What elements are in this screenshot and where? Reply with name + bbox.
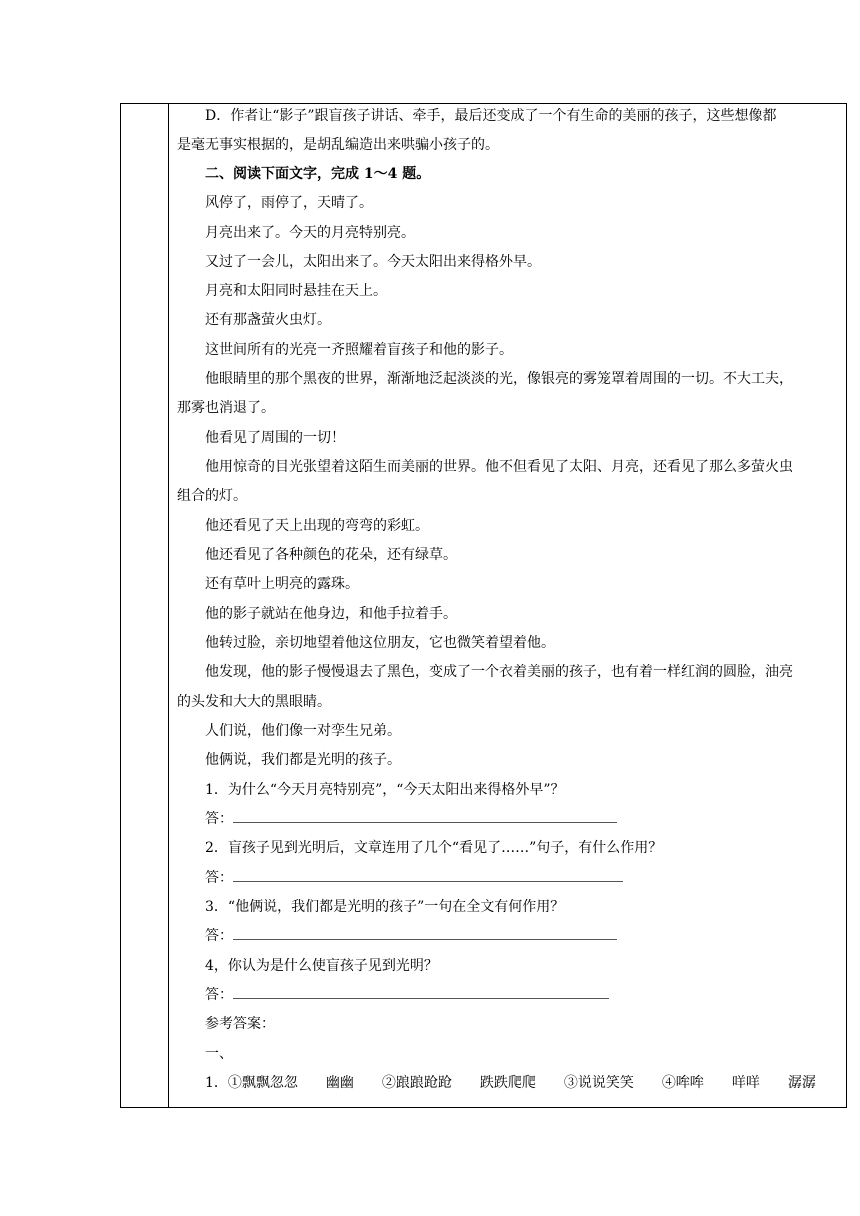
option-d-line-1: D．作者让“影子”跟盲孩子讲话、牵手，最后还变成了一个有生命的美丽的孩子，这些想像都 [205,108,777,124]
passage-paragraph-15-line-2: 的头发和大大的黑眼睛。 [177,694,331,710]
option-d-line-2: 是毫无事实根据的，是胡乱编造出来哄骗小孩子的。 [177,137,499,153]
passage-paragraph-8: 他看见了周围的一切！ [205,430,345,446]
question-3: 3．“他俩说，我们都是光明的孩子”一句在全文有何作用？ [205,899,565,915]
passage-paragraph-3: 又过了一会儿，太阳出来了。今天太阳出来得格外早。 [205,254,541,270]
passage-paragraph-15-line-1: 他发现，他的影子慢慢退去了黑色，变成了一个衣着美丽的孩子，也有着一样红润的圆脸，油亮 [205,664,793,680]
answer-2-label: 答： [205,870,233,886]
answer-4-row [205,985,609,1005]
section-heading: 二、阅读下面文字，完成 1～4 题。 [205,166,431,182]
answer-2-row [205,868,623,888]
answer-3-blank[interactable] [233,926,617,940]
passage-paragraph-7-line-1: 他眼睛里的那个黑夜的世界，渐渐地泛起淡淡的光，像银亮的雾笼罩着周围的一切。不大工夫， [205,371,793,387]
passage-paragraph-2: 月亮出来了。今天的月亮特别亮。 [205,225,415,241]
answer-1-blank[interactable] [233,809,617,823]
passage-paragraph-11: 他还看见了各种颜色的花朵，还有绿草。 [205,547,457,563]
answer-3-label: 答： [205,928,233,944]
answer-4-blank[interactable] [233,985,609,999]
answer-1-row [205,809,617,829]
answer-4-label: 答： [205,987,233,1003]
passage-paragraph-16: 人们说，他们像一对孪生兄弟。 [205,723,401,739]
passage-paragraph-17: 他俩说，我们都是光明的孩子。 [205,752,401,768]
answer-item-1: 1．①飘飘忽忽 幽幽 ②踉踉跄跄 跌跌爬爬 ③说说笑笑 ④哞哞 咩咩 潺潺 [205,1075,816,1091]
answer-2-blank[interactable] [233,868,623,882]
passage-paragraph-6: 这世间所有的光亮一齐照耀着盲孩子和他的影子。 [205,342,513,358]
passage-paragraph-1: 风停了，雨停了，天晴了。 [205,195,373,211]
passage-paragraph-12: 还有草叶上明亮的露珠。 [205,576,359,592]
question-2: 2．盲孩子见到光明后，文章连用了几个“看见了……”句子，有什么作用？ [205,840,663,856]
passage-paragraph-9-line-1: 他用惊奇的目光张望着这陌生而美丽的世界。他不但看见了太阳、月亮，还看见了那么多萤火虫 [205,459,793,475]
passage-paragraph-9-line-2: 组合的灯。 [177,488,247,504]
passage-paragraph-13: 他的影子就站在他身边，和他手拉着手。 [205,606,457,622]
question-1: 1．为什么“今天月亮特别亮”，“今天太阳出来得格外早”？ [205,782,565,798]
passage-paragraph-7-line-2: 那雾也消退了。 [177,400,275,416]
answer-section-one: 一、 [205,1046,233,1062]
table-content-cell [177,104,837,1107]
document-table [120,103,847,1108]
reference-answers-heading: 参考答案： [205,1016,275,1032]
passage-paragraph-4: 月亮和太阳同时悬挂在天上。 [205,283,387,299]
passage-paragraph-14: 他转过脸，亲切地望着他这位朋友，它也微笑着望着他。 [205,635,555,651]
table-left-column [121,104,169,1107]
question-4: 4，你认为是什么使盲孩子见到光明？ [205,958,438,974]
answer-1-label: 答： [205,811,233,827]
answer-3-row [205,926,617,946]
passage-paragraph-5: 还有那盏萤火虫灯。 [205,312,331,328]
passage-paragraph-10: 他还看见了天上出现的弯弯的彩虹。 [205,518,429,534]
